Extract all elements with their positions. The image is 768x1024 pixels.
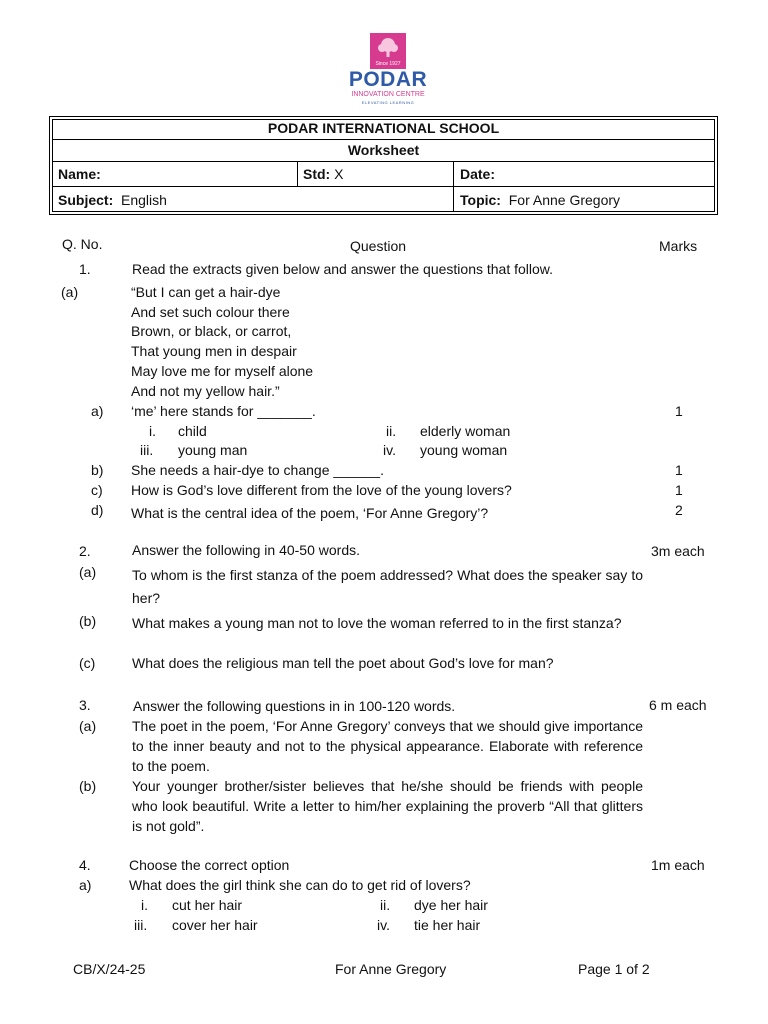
std-label: Std: — [303, 166, 331, 182]
q1d-label: d) — [91, 502, 104, 518]
topic-label: Topic: — [460, 192, 501, 208]
q3a-text: The poet in the poem, ‘For Anne Gregory’ conveys that we should give importance to the inner beauty and not to the physical appearance. Elaborate with reference to the poem. — [132, 718, 643, 774]
subject-field — [58, 190, 167, 210]
name-label: Name: — [58, 166, 101, 182]
option-number: iii. — [134, 917, 148, 933]
extract-line: Brown, or black, or carrot, — [131, 323, 292, 339]
school-name: PODAR INTERNATIONAL SCHOOL — [267, 120, 500, 136]
q2a-label: (a) — [79, 564, 97, 580]
q3-number: 3. — [79, 697, 91, 713]
q1c-marks: 1 — [675, 482, 683, 498]
q3-marks: 6 m each — [649, 697, 707, 713]
q1-extract-label: (a) — [61, 284, 79, 300]
q2b-label: (b) — [79, 613, 97, 629]
q4a-text: What does the girl think she can do to get rid of lovers? — [129, 877, 471, 893]
q1a-label: a) — [91, 403, 104, 419]
footer-code: CB/X/24-25 — [73, 961, 146, 977]
question-column-heading: Question — [350, 238, 407, 254]
extract-line: That young men in despair — [131, 343, 297, 359]
q4-marks: 1m each — [651, 857, 705, 873]
q2c-label: (c) — [79, 655, 96, 671]
q2a-text: To whom is the first stanza of the poem addressed? What does the speaker say to her? — [132, 567, 643, 606]
option-number: i. — [149, 423, 156, 439]
q3-instruction: Answer the following questions in in 100-120 words. — [133, 698, 456, 714]
q1d-text: What is the central idea of the poem, ‘For Anne Gregory’? — [131, 505, 489, 521]
q1-number: 1. — [79, 261, 91, 277]
q3b-text: Your younger brother/sister believes that he/she should be friends with people who look beautiful. Write a letter to him/her explaining the proverb “All that glitters is not gold”. — [132, 778, 643, 834]
q2c-text: What does the religious man tell the poet about God’s love for man? — [132, 655, 554, 671]
std-value: X — [334, 166, 344, 182]
q1b-marks: 1 — [675, 462, 683, 478]
logo-subtitle: INNOVATION CENTRE — [351, 91, 425, 98]
tree-emblem-icon — [370, 33, 406, 69]
q3b-label: (b) — [79, 778, 97, 794]
q2-number: 2. — [79, 543, 91, 559]
option-number: ii. — [380, 897, 391, 913]
extract-line: And set such colour there — [131, 304, 290, 320]
option-number: iv. — [383, 442, 396, 458]
q2-marks: 3m each — [651, 543, 705, 559]
q1a-marks: 1 — [675, 403, 683, 419]
q4-instruction: Choose the correct option — [129, 857, 290, 873]
q4a-label: a) — [79, 877, 92, 893]
q2b-text: What makes a young man not to love the woman referred to in the first stanza? — [132, 615, 622, 631]
q3a-label: (a) — [79, 718, 97, 734]
option-text: dye her hair — [414, 897, 488, 913]
option-text: child — [178, 423, 207, 439]
option-text: elderly woman — [420, 423, 511, 439]
q1b-text: She needs a hair-dye to change ______. — [131, 462, 384, 478]
option-number: ii. — [386, 423, 397, 439]
marks-column-heading: Marks — [659, 238, 698, 254]
extract-line: And not my yellow hair.” — [131, 383, 280, 399]
q1a-text: ‘me’ here stands for _______. — [131, 403, 316, 419]
q4-number: 4. — [79, 857, 91, 873]
subject-label: Subject: — [58, 192, 114, 208]
footer-page-number: Page 1 of 2 — [578, 961, 650, 977]
option-text: young man — [178, 442, 248, 458]
option-text: tie her hair — [414, 917, 481, 933]
table-divider — [297, 162, 298, 186]
q1-instruction: Read the extracts given below and answer the questions that follow. — [132, 261, 554, 277]
std-field — [303, 164, 343, 184]
table-divider — [453, 162, 454, 212]
option-text: cut her hair — [172, 897, 243, 913]
logo-tagline: ELEVATING LEARNING — [361, 100, 415, 105]
logo-wordmark: PODAR — [348, 68, 428, 91]
q1c-text: How is God’s love different from the love of the young lovers? — [131, 482, 512, 498]
q1c-label: c) — [91, 482, 103, 498]
subject-value: English — [121, 192, 167, 208]
topic-value: For Anne Gregory — [508, 192, 621, 208]
option-text: young woman — [420, 442, 508, 458]
footer-title: For Anne Gregory — [335, 961, 447, 977]
school-logo — [338, 30, 434, 120]
table-divider — [53, 161, 714, 162]
date-label: Date: — [460, 166, 496, 182]
worksheet-title: Worksheet — [347, 142, 420, 158]
extract-line: May love me for myself alone — [131, 363, 314, 379]
q2-instruction: Answer the following in 40-50 words. — [132, 542, 361, 558]
table-divider — [53, 186, 714, 187]
topic-field — [460, 190, 620, 210]
q1d-marks: 2 — [675, 502, 683, 518]
option-number: iv. — [377, 917, 390, 933]
option-number: i. — [141, 897, 148, 913]
extract-line: “But I can get a hair-dye — [131, 284, 281, 300]
option-number: iii. — [140, 442, 154, 458]
logo-since: Since 1927 — [375, 61, 401, 67]
option-text: cover her hair — [172, 917, 258, 933]
qno-column-heading: Q. No. — [62, 236, 103, 252]
q1b-label: b) — [91, 462, 104, 478]
